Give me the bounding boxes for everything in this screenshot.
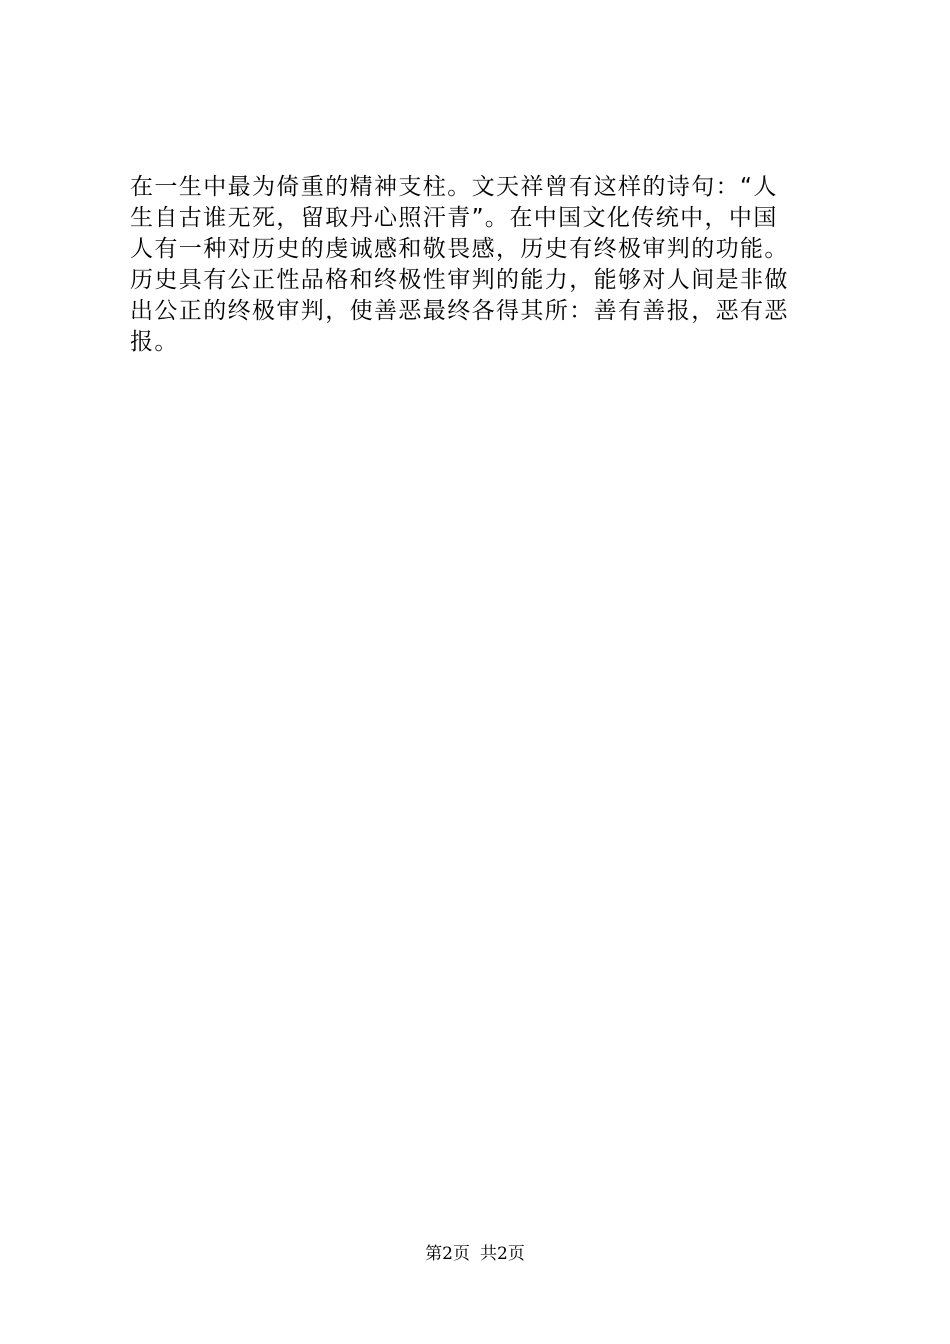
page-total: 共2页 xyxy=(480,1244,525,1264)
paragraph-line: 出公正的终极审判，使善恶最终各得其所：善有善报，恶有恶 xyxy=(130,298,789,324)
page-number: 第2页 xyxy=(425,1244,470,1264)
paragraph-line: 报。 xyxy=(130,329,179,355)
paragraph-line: 在一生中最为倚重的精神支柱。文天祥曾有这样的诗句：“人 xyxy=(130,174,778,200)
paragraph-line: 历史具有公正性品格和终极性审判的能力，能够对人间是非做 xyxy=(130,267,789,293)
paragraph-line: 人有一种对历史的虔诚感和敬畏感，历史有终极审判的功能。 xyxy=(130,236,789,262)
body-paragraph xyxy=(130,172,830,358)
paragraph-line: 生自古谁无死，留取丹心照汗青”。在中国文化传统中，中国 xyxy=(130,205,778,231)
page-footer xyxy=(0,1244,950,1264)
